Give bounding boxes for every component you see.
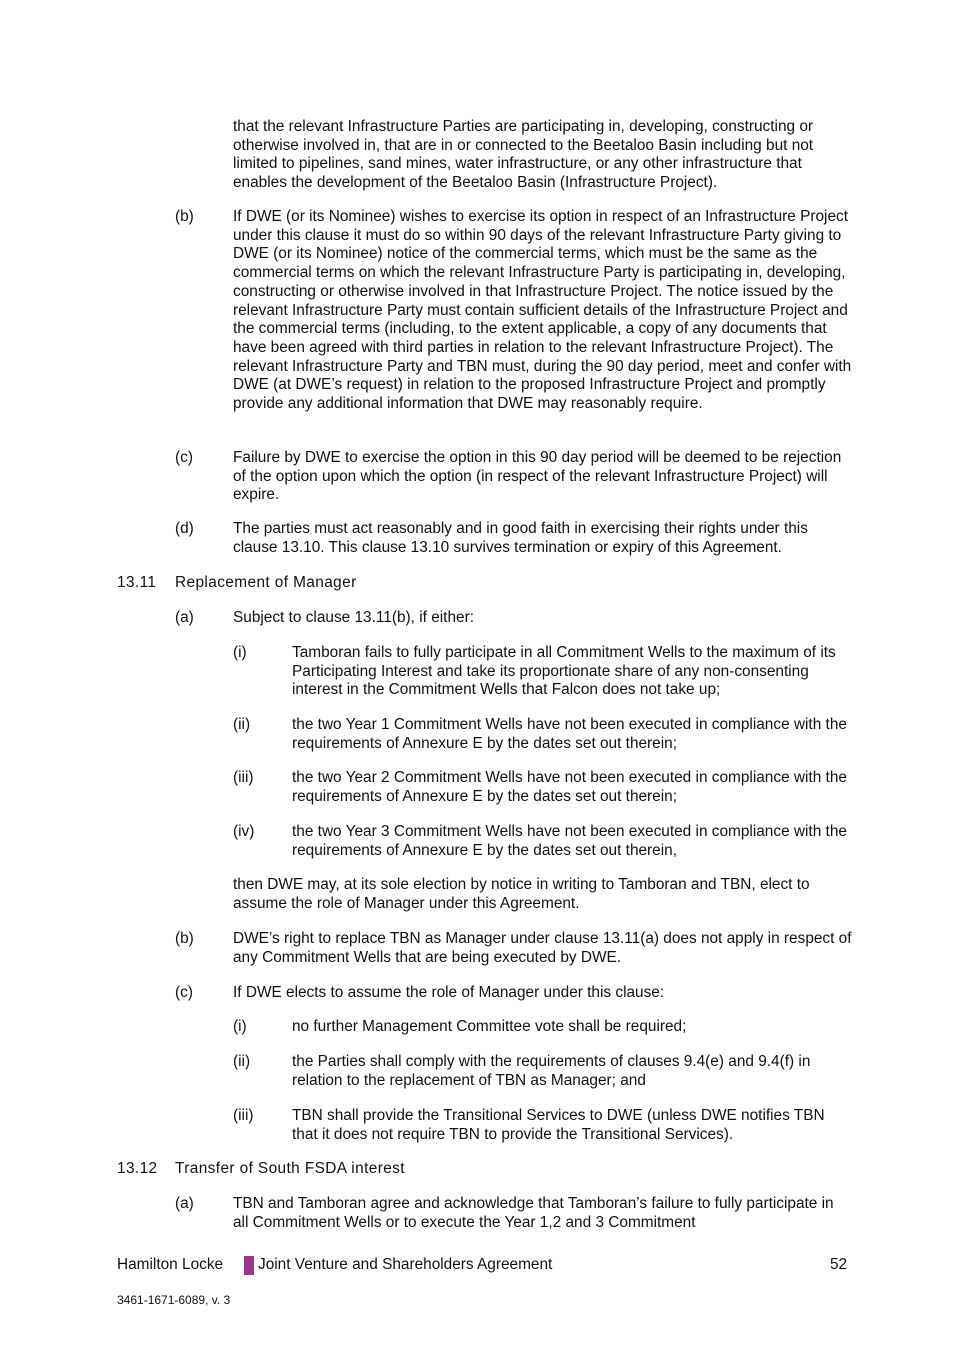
clause-13-11-a-tail: then DWE may, at its sole election by notice in writing to Tamboran and TBN, elect to assume the role of Manager under this Agreement. xyxy=(233,876,810,912)
clause-13-12-a-label: (a) xyxy=(175,1195,194,1212)
clause-13-11-c-ii-label: (ii) xyxy=(233,1053,251,1070)
clause-13-11-a-label: (a) xyxy=(175,609,194,626)
clause-13-11-a-text: Subject to clause 13.11(b), if either: xyxy=(233,609,474,626)
clause-13-11-a-ii-label: (ii) xyxy=(233,716,251,733)
clause-13-11-number: 13.11 xyxy=(117,574,157,591)
clause-13-11-c-i-text: no further Management Committee vote shall be required; xyxy=(292,1018,687,1035)
document-id: 3461-1671-6089, v. 3 xyxy=(117,1293,231,1307)
clause-13-10-c-label: (c) xyxy=(175,449,193,466)
clause-13-10-b-text: If DWE (or its Nominee) wishes to exercise its option in respect of an Infrastructure Project under this clause it must do so within 90 days of the relevant Infrastructure Party giving to DWE (or its Nominee) notice of the commercial terms, which must be the same as the commercial terms on which the relevant Infrastructure Party is participating in, developing, constructing or otherwise involved in that Infrastructure Project. The notice issued by the relevant Infrastructure Party must contain sufficient details of the Infrastructure Project and the commercial terms (including, to the extent applicable, a copy of any documents that have been agreed with third parties in relation to the relevant Infrastructure Project). The relevant Infrastructure Party and TBN must, during the 90 day period, meet and confer with DWE (at DWE’s request) in relation to the proposed Infrastructure Project and promptly provide any additional information that DWE may reasonably require. xyxy=(233,208,852,413)
clause-13-11-c-i-label: (i) xyxy=(233,1018,247,1035)
clause-13-11-b-label: (b) xyxy=(175,930,194,947)
footer-accent-bar xyxy=(244,1256,254,1275)
footer-firm-name: Hamilton Locke xyxy=(117,1256,224,1273)
clause-13-10-b-label: (b) xyxy=(175,208,194,225)
clause-13-11-a-i-label: (i) xyxy=(233,644,247,661)
clause-13-11-c-label: (c) xyxy=(175,984,193,1001)
clause-13-11-c-iii-label: (iii) xyxy=(233,1107,254,1124)
clause-13-11-title: Replacement of Manager xyxy=(175,574,357,591)
clause-13-11-b-text: DWE’s right to replace TBN as Manager under clause 13.11(a) does not apply in respect of any Commitment Wells that are being executed by DWE. xyxy=(233,930,852,966)
clause-13-10-c-text: Failure by DWE to exercise the option in this 90 day period will be deemed to be rejection of the option upon which the option (in respect of the relevant Infrastructure Project) will expire. xyxy=(233,449,842,504)
clause-13-11-c-text: If DWE elects to assume the role of Manager under this clause: xyxy=(233,984,665,1001)
clause-13-11-a-i-text: Tamboran fails to fully participate in all Commitment Wells to the maximum of its Participating Interest and take its proportionate share of any non-consenting interest in the Commitment Wells that Falcon does not take up; xyxy=(292,644,836,699)
clause-13-11-a-ii-text: the two Year 1 Commitment Wells have not been executed in compliance with the requirements of Annexure E by the dates set out therein; xyxy=(292,716,847,752)
clause-13-10-d-text: The parties must act reasonably and in good faith in exercising their rights under this clause 13.10. This clause 13.10 survives termination or expiry of this Agreement. xyxy=(233,520,808,556)
clause-13-11-c-ii-text: the Parties shall comply with the requirements of clauses 9.4(e) and 9.4(f) in relation to the replacement of TBN as Manager; and xyxy=(292,1053,811,1089)
clause-13-11-a-iii-text: the two Year 2 Commitment Wells have not been executed in compliance with the requirements of Annexure E by the dates set out therein; xyxy=(292,769,847,805)
footer-page-number: 52 xyxy=(830,1256,848,1273)
clause-13-12-a-text: TBN and Tamboran agree and acknowledge that Tamboran’s failure to fully participate in all Commitment Wells or to execute the Year 1,2 and 3 Commitment xyxy=(233,1195,834,1231)
continuation-paragraph: that the relevant Infrastructure Parties are participating in, developing, constructing or otherwise involved in, that are in or connected to the Beetaloo Basin including but not limited to pipelines, sand mines, water infrastructure, or any other infrastructure that enables the development of the Beetaloo Basin (Infrastructure Project). xyxy=(233,118,814,192)
clause-13-12-title: Transfer of South FSDA interest xyxy=(175,1160,405,1177)
clause-13-11-a-iv-text: the two Year 3 Commitment Wells have not been executed in compliance with the requirements of Annexure E by the dates set out therein, xyxy=(292,823,847,859)
clause-13-11-a-iii-label: (iii) xyxy=(233,769,254,786)
clause-13-10-d-label: (d) xyxy=(175,520,194,537)
footer-document-title: Joint Venture and Shareholders Agreement xyxy=(258,1256,553,1273)
clause-13-11-c-iii-text: TBN shall provide the Transitional Services to DWE (unless DWE notifies TBN that it does not require TBN to provide the Transitional Services). xyxy=(292,1107,825,1143)
clause-13-11-a-iv-label: (iv) xyxy=(233,823,255,840)
clause-13-12-number: 13.12 xyxy=(117,1160,158,1177)
